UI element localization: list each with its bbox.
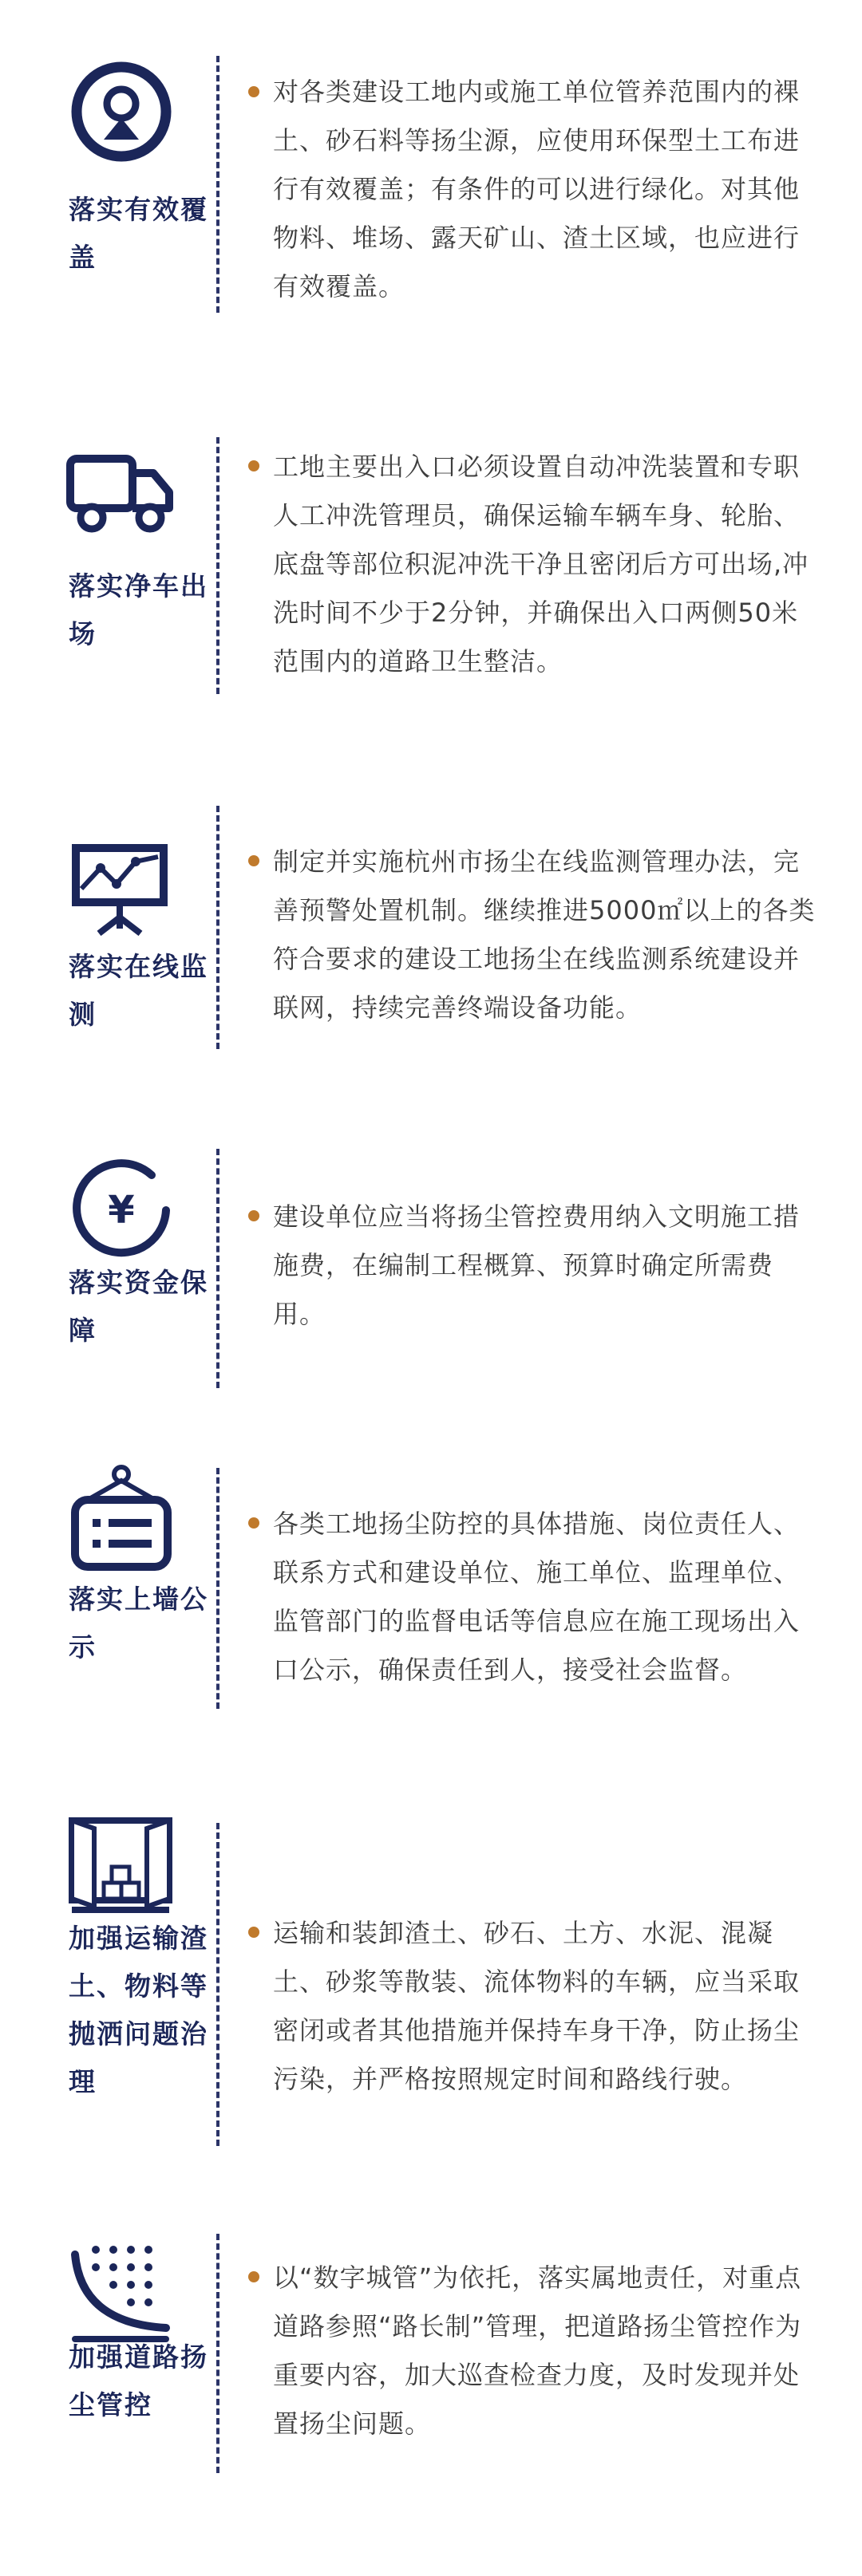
section-title: 落实在线监测 [69, 951, 208, 1030]
section-title: 落实上墙公示 [69, 1584, 208, 1663]
dashed-divider [216, 806, 219, 1049]
section-title: 加强道路扬尘管控 [69, 2341, 208, 2420]
hanging-sign-icon [64, 1460, 180, 1576]
bullet-dot [248, 1210, 259, 1221]
location-pin-circle-icon [64, 56, 180, 172]
yuan-coin-icon [64, 1153, 180, 1268]
truck-icon [64, 435, 180, 550]
section-text: 对各类建设工地内或施工单位管养范围内的裸土、砂石料等扬尘源，应使用环保型土工布进行有效覆盖；有条件的可以进行绿化。对其他物料、堆场、露天矿山、渣土区域，也应进行有效覆盖。 [273, 77, 801, 302]
dashed-divider [216, 2234, 219, 2473]
section-text: 各类工地扬尘防控的具体措施、岗位责任人、联系方式和建设单位、施工单位、监理单位、监管部门的监督电话等信息应在施工现场出入口公示，确保责任到人，接受社会监督。 [273, 1509, 801, 1685]
road-dust-icon [64, 2234, 180, 2349]
dashed-divider [216, 1468, 219, 1709]
section-text: 制定并实施杭州市扬尘在线监测管理办法，完善预警处置机制。继续推进5000㎡以上的各类符合要求的建设工地扬尘在线监测系统建设并联网，持续完善终端设备功能。 [273, 846, 816, 1023]
bullet-dot [248, 460, 259, 471]
dashed-divider [216, 1823, 219, 2146]
section-title: 落实净车出场 [69, 570, 208, 649]
bullet-dot [248, 2271, 259, 2282]
monitor-chart-icon [64, 830, 180, 945]
section-title: 落实资金保障 [69, 1267, 208, 1346]
svg-text:¥: ¥ [108, 1188, 135, 1233]
bullet-dot [248, 855, 259, 866]
cargo-container-icon [64, 1811, 180, 1927]
section-title: 加强运输渣土、物料等抛洒问题治理 [69, 1923, 208, 2097]
bullet-dot [248, 1517, 259, 1529]
section-title: 落实有效覆盖 [69, 194, 208, 273]
bullet-dot [248, 1927, 259, 1938]
section-text: 建设单位应当将扬尘管控费用纳入文明施工措施费，在编制工程概算、预算时确定所需费用。 [273, 1201, 801, 1329]
section-text: 工地主要出入口必须设置自动冲洗装置和专职人工冲洗管理员，确保运输车辆车身、轮胎、底盘等部位积泥冲洗干净且密闭后方可出场,冲洗时间不少于2分钟，并确保出入口两侧50米范围内的道路卫生整洁。 [273, 452, 809, 677]
dashed-divider [216, 437, 219, 694]
section-text: 运输和装卸渣土、砂石、土方、水泥、混凝土、砂浆等散装、流体物料的车辆，应当采取密闭或者其他措施并保持车身干净，防止扬尘污染，并严格按照规定时间和路线行驶。 [273, 1918, 801, 2094]
bullet-dot [248, 86, 259, 97]
section-text: 以“数字城管”为依托，落实属地责任，对重点道路参照“路长制”管理，把道路扬尘管控作为重要内容，加大巡查检查力度，及时发现并处置扬尘问题。 [273, 2262, 802, 2439]
dashed-divider [216, 56, 219, 313]
dashed-divider [216, 1149, 219, 1388]
